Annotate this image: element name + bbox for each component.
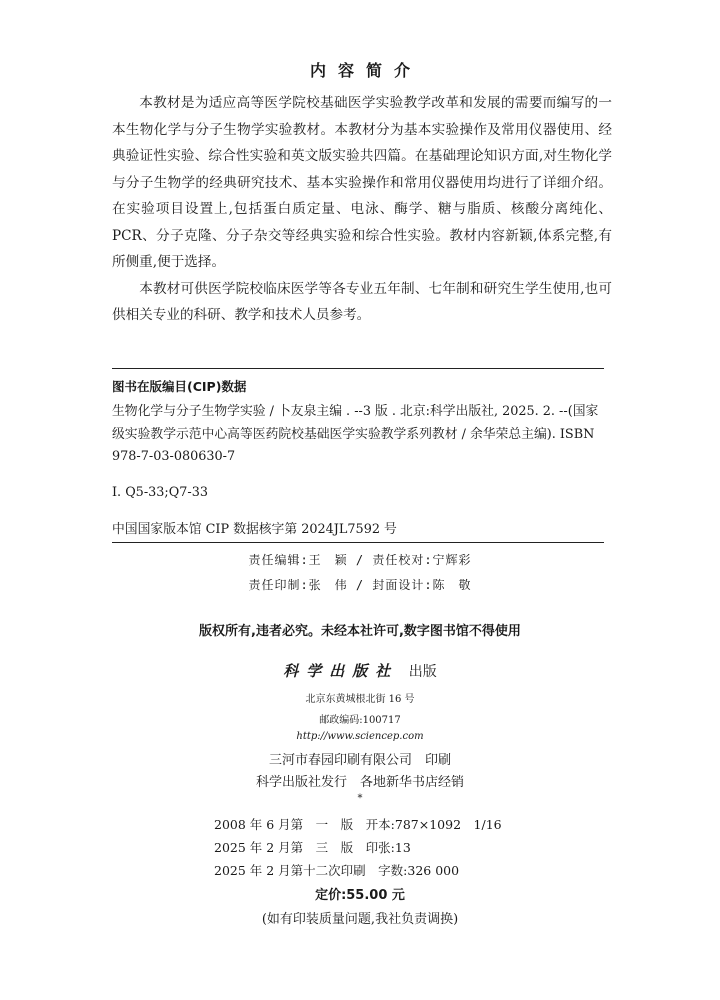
price: 定价:55.00 元 [315,888,405,903]
publisher-line [0,660,720,681]
quality-notice: (如有印装质量问题,我社负责调换) [261,912,459,927]
edition-first: 2008 年 6 月第 一 版 开本:787×1092 1/16 [214,817,502,832]
edition-third: 2025 年 2 月第 三 版 印张:13 [214,840,411,855]
staff-editors: 责任编辑:王 颖 / 责任校对:宁辉彩 [248,553,472,567]
distribution-line: 科学出版社发行 各地新华书店经销 [255,775,464,790]
cip-top-rule [112,368,604,369]
publisher-verb: 出版 [408,664,437,680]
cip-classification: Ⅰ. Q5-33;Q7-33 [112,485,208,500]
publisher-address: 北京东黄城根北街 16 号 [305,694,415,705]
edition-printing: 2025 年 2 月第十二次印刷 字数:326 000 [214,863,460,878]
printer-line: 三河市春园印刷有限公司 印刷 [268,753,451,768]
publisher-postcode: 邮政编码:100717 [319,715,401,726]
intro-paragraph: 本教材可供医学院校临床医学等各专业五年制、七年制和研究生学生使用,也可供相关专业的科研、教学和技术人员参考。 [112,280,612,323]
intro-summary [112,90,612,329]
cip-record: 生物化学与分子生物学实验 / 卜友泉主编 . --3 版 . 北京:科学出版社, 2025. 2. --(国家级实验教学示范中心高等医药院校基础医学实验教学系列教材 / 余华荣总主编). ISBN 978-7-03-080630-7 [112,404,599,464]
staff-production: 责任印制:张 伟 / 封面设计:陈 敬 [248,578,472,592]
separator-star: * [357,793,363,804]
intro-paragraph: 本教材是为适应高等医学院校基础医学实验教学改革和发展的需要而编写的一本生物化学与分子生物学实验教材。本教材分为基本实验操作及常用仪器使用、经典验证性实验、综合性实验和英文版实验共四篇。在基础理论知识方面,对生物化学与分子生物学的经典研究技术、基本实验操作和常用仪器使用均进行了详细介绍。在实验项目设置上,包括蛋白质定量、电泳、酶学、糖与脂质、核酸分离纯化、PCR、分子克隆、分子杂交等经典实验和综合性实验。教材内容新颖,体系完整,有所侧重,便于选择。 [112,95,612,270]
cip-bottom-rule [112,542,604,543]
publisher-logo: 科学出版社 [283,662,399,680]
cip-number: 中国国家版本馆 CIP 数据核字第 2024JL7592 号 [112,522,397,537]
publisher-url: http://www.sciencep.com [296,731,424,742]
copyright-notice: 版权所有,违者必究。未经本社许可,数字图书馆不得使用 [199,624,521,639]
intro-title: 内容简介 [309,61,422,80]
cip-heading: 图书在版编目(CIP)数据 [112,379,247,394]
